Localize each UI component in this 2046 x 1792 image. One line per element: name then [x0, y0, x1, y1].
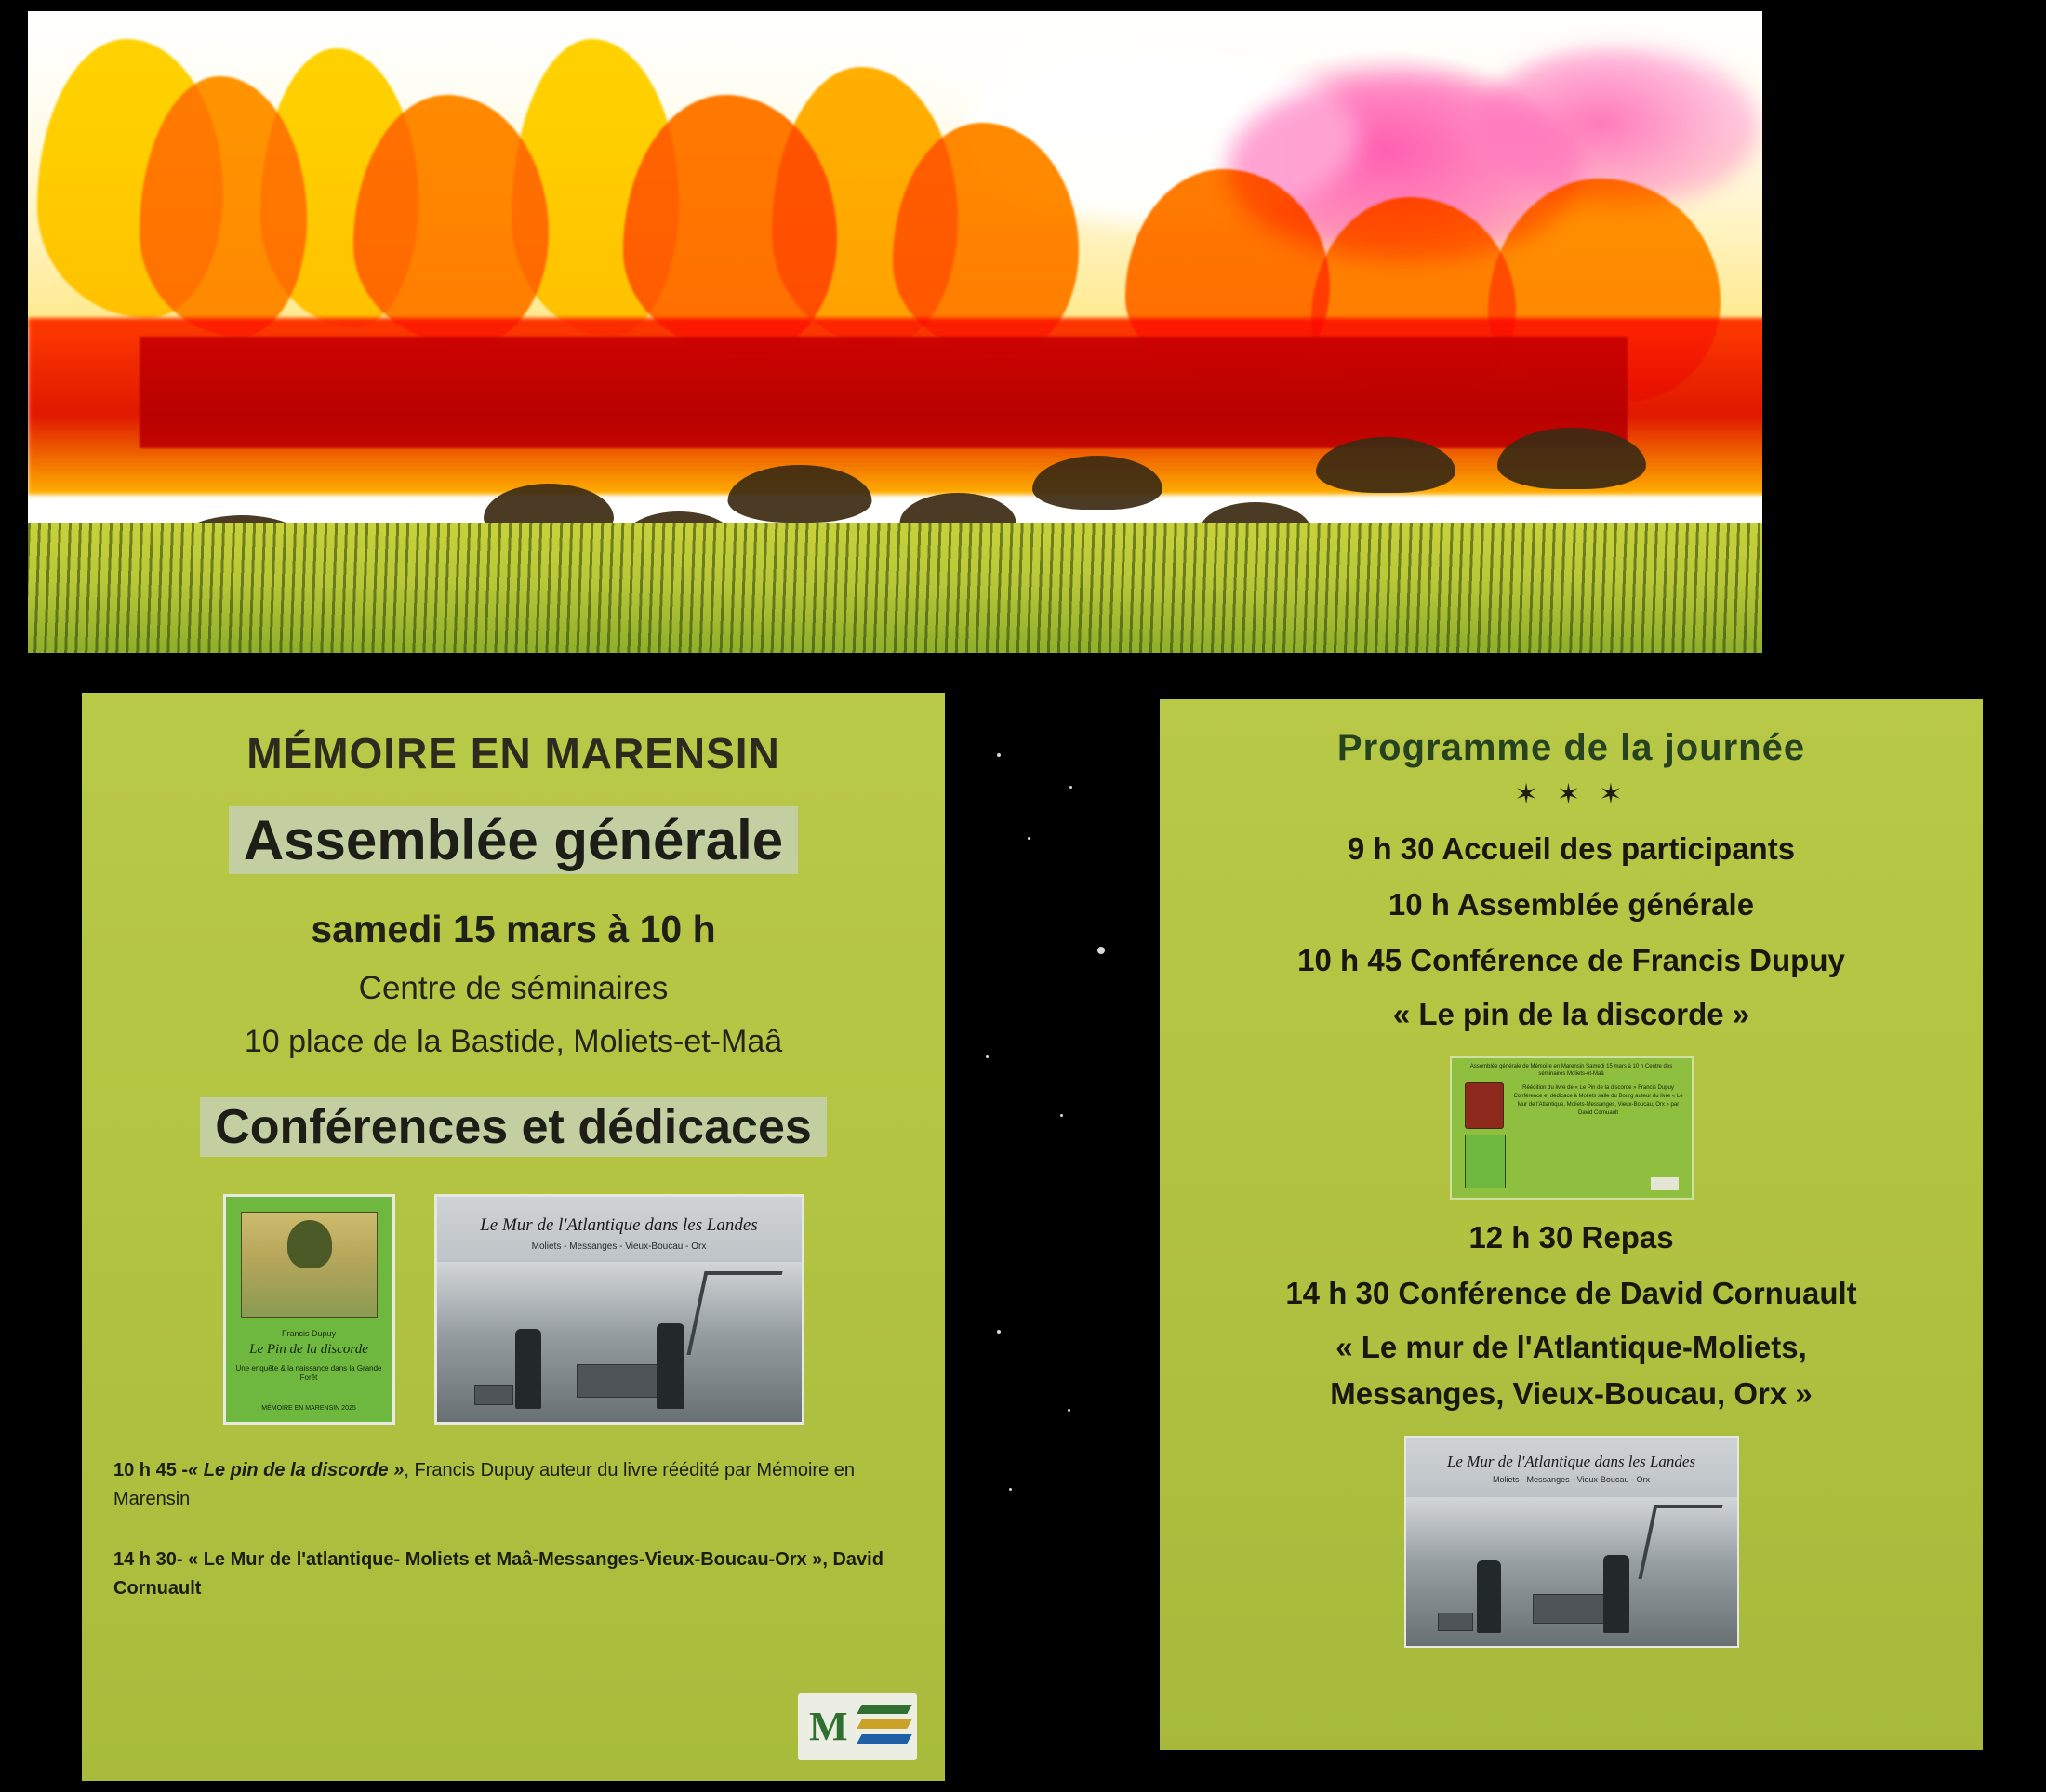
book-cover-mur-atlantique	[434, 1194, 804, 1425]
grass-foreground	[28, 523, 1762, 653]
speckle	[1070, 786, 1072, 789]
book-subtitle: Moliets - Messanges - Vieux-Boucau - Orx	[1493, 1475, 1650, 1484]
note-text: 14 h 30- « Le Mur de l'atlantique- Moliets et Maâ-Messanges-Vieux-Boucau-Orx », David Cornuault	[113, 1549, 884, 1599]
programme-line: 14 h 30 Conférence de David Cornuault	[1285, 1276, 1857, 1310]
conference-title-mur-line1: « Le mur de l'Atlantique-Moliets,	[1335, 1330, 1807, 1364]
logo-letter: M	[809, 1704, 848, 1749]
speckle	[997, 1330, 1001, 1334]
programme-line: 10 h 45 Conférence de Francis Dupuy	[1297, 943, 1845, 977]
association-name	[82, 728, 945, 778]
logo-stripe-gold	[857, 1719, 911, 1729]
fire-band-hot	[140, 337, 1628, 448]
speckle	[1009, 1488, 1012, 1491]
logo-stripe-blue	[857, 1734, 911, 1744]
poster-programme-journee	[1160, 699, 1983, 1750]
book-subtitle: Moliets - Messanges - Vieux-Boucau - Orx	[531, 1241, 707, 1252]
book-title: Le Pin de la discorde	[249, 1342, 368, 1357]
event-title-text: Assemblée générale	[229, 806, 798, 874]
figure-silhouette	[1477, 1560, 1501, 1633]
book-subtitle: Une enquête & la naissance dans la Grande Forêt	[235, 1364, 382, 1383]
association-name-text: MÉMOIRE EN MARENSIN	[246, 729, 780, 777]
speckle	[1068, 1409, 1070, 1412]
bunker-photo	[437, 1262, 802, 1422]
event-venue: Centre de séminaires	[358, 970, 669, 1006]
book-editor: MÉMOIRE EN MARENSIN 2025	[261, 1404, 356, 1412]
programme-line: 10 h Assemblée générale	[1388, 887, 1755, 922]
conference-title-pin: « Le pin de la discorde »	[1392, 997, 1750, 1031]
speckle	[997, 753, 1001, 757]
note-conference-afternoon	[113, 1546, 913, 1603]
section-heading-text: Conférences et dédicaces	[200, 1097, 827, 1157]
speckle	[1028, 837, 1030, 840]
programme-line: 12 h 30 Repas	[1468, 1220, 1674, 1254]
figure-silhouette	[1603, 1555, 1629, 1633]
note-quote: « Le pin de la discorde »	[188, 1460, 405, 1480]
mini-poster-logo	[1651, 1177, 1679, 1190]
stars-divider: ✶ ✶ ✶	[1514, 779, 1628, 810]
note-conference-morning	[113, 1456, 913, 1514]
event-title	[82, 806, 945, 874]
concrete-block	[474, 1385, 513, 1405]
event-date: samedi 15 mars à 10 h	[311, 908, 716, 950]
bunker-photo	[1406, 1497, 1737, 1646]
book-title: Le Mur de l'Atlantique dans les Landes	[1446, 1453, 1696, 1470]
mini-poster-body: Réédition du livre de « Le Pin de la discorde » Francis Dupuy Conférence et dédicace à Moliets salle du Bourg auteur du livre « Le Mur de l'Atlantique, Moliets-Messanges, Vieux-Boucau, Orx » par David Cornuault	[1513, 1085, 1683, 1116]
programme-title: Programme de la journée	[1336, 727, 1806, 768]
concrete-block	[1438, 1613, 1473, 1631]
logo-stripe-green	[857, 1705, 911, 1714]
speckle	[1097, 947, 1105, 954]
event-address: 10 place de la Bastide, Moliets-et-Maâ	[244, 1024, 783, 1059]
book-author: Francis Dupuy	[281, 1329, 337, 1338]
crane-structure	[686, 1271, 782, 1355]
concrete-block	[577, 1364, 660, 1398]
portrait-thumbnail	[1465, 1082, 1504, 1129]
mini-poster-header: Assemblée générale de Mémoire en Marensin Samedi 15 mars à 10 h Centre des séminaires Moliets-et-Maâ	[1469, 1064, 1673, 1078]
book-cover-mur-atlantique	[1404, 1436, 1739, 1648]
poster-assemblee-generale	[82, 693, 945, 1781]
concrete-block	[1533, 1594, 1609, 1624]
forest-fire-artwork	[28, 11, 1762, 653]
speckle	[986, 1055, 989, 1058]
book-thumbnail	[1465, 1135, 1506, 1188]
section-heading	[82, 1097, 945, 1157]
crane-structure	[1638, 1505, 1722, 1579]
tree-illustration-icon	[287, 1220, 332, 1268]
book-cover-illustration	[241, 1212, 378, 1318]
book-covers	[82, 1194, 945, 1425]
mini-poster-thumbnail	[1450, 1056, 1694, 1200]
speckle	[1060, 1114, 1063, 1117]
note-time: 10 h 45 -	[113, 1460, 189, 1480]
book-title: Le Mur de l'Atlantique dans les Landes	[480, 1215, 758, 1235]
book-cover-pin-de-la-discorde	[223, 1194, 395, 1425]
figure-silhouette	[657, 1323, 684, 1409]
conference-title-mur-line2: Messanges, Vieux-Boucau, Orx »	[1330, 1376, 1813, 1411]
programme-line: 9 h 30 Accueil des participants	[1347, 831, 1796, 866]
note-text: , Francis Dupuy auteur du livre réédité par Mémoire en Marensin	[113, 1460, 856, 1509]
figure-silhouette	[515, 1329, 541, 1409]
logo-memoire-en-marensin	[798, 1693, 917, 1760]
